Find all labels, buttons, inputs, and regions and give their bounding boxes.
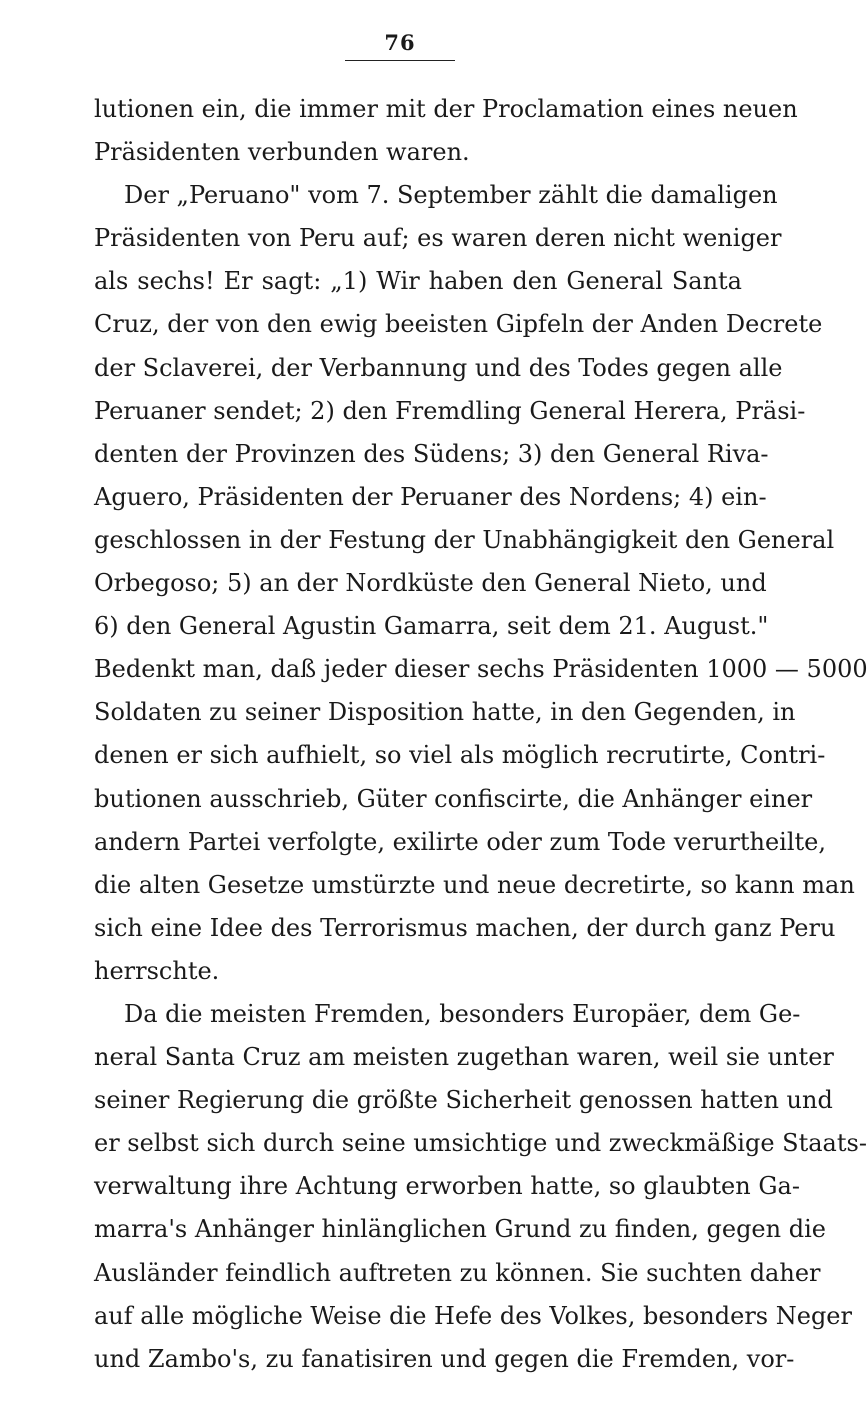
text-line: geschlossen in der Festung der Unabhängigkeit den General xyxy=(94,525,835,554)
text-line: lutionen ein, die immer mit der Proclamation eines neuen xyxy=(94,95,798,123)
text-line: marra's Anhänger hinlänglichen Grund zu finden, gegen die xyxy=(94,1215,826,1244)
text-line: und Zambo's, zu fanatisiren und gegen die Fremden, vor- xyxy=(94,1344,795,1373)
text-line: sich eine Idee des Terrorismus machen, der durch ganz Peru xyxy=(94,913,836,942)
text-line: Cruz, der von den ewig beeisten Gipfeln der Anden Decrete xyxy=(94,310,823,339)
text-line: 6) den General Agustin Gamarra, seit dem 21. August." xyxy=(94,612,769,641)
text-line: der Sclaverei, der Verbannung und des Todes gegen alle xyxy=(94,353,783,382)
text-line: seiner Regierung die größte Sicherheit genossen hatten und xyxy=(94,1086,833,1115)
text-line: Präsidenten verbunden waren. xyxy=(94,138,470,167)
text-line: Der „Peruano" vom 7. September zählt die damaligen xyxy=(124,181,778,210)
text-line: denten der Provinzen des Südens; 3) den General Riva- xyxy=(94,439,769,468)
text-line: die alten Gesetze umstürzte und neue decretirte, so kann man xyxy=(94,870,855,899)
text-line: butionen ausschrieb, Güter confiscirte, die Anhänger einer xyxy=(94,784,813,813)
text-line: herrschte. xyxy=(94,956,220,985)
text-line: Da die meisten Fremden, besonders Europäer, dem Ge- xyxy=(124,999,801,1028)
text-line: neral Santa Cruz am meisten zugethan waren, weil sie unter xyxy=(94,1043,834,1072)
text-line: Peruaner sendet; 2) den Fremdling General Herera, Präsi- xyxy=(94,396,806,425)
text-line: Bedenkt man, daß jeder dieser sechs Präsidenten 1000 — 5000 xyxy=(94,655,868,684)
text-line: Orbegoso; 5) an der Nordküste den General Nieto, und xyxy=(94,569,767,598)
page-number: 76 xyxy=(384,30,416,55)
text-line: andern Partei verfolgte, exilirte oder zum Tode verurtheilte, xyxy=(94,827,827,856)
text-line: Präsidenten von Peru auf; es waren deren nicht weniger xyxy=(94,224,782,253)
text-line: Ausländer feindlich auftreten zu können. Sie suchten daher xyxy=(94,1258,821,1287)
text-line: verwaltung ihre Achtung erworben hatte, so glaubten Ga- xyxy=(94,1172,800,1201)
header-rule xyxy=(345,60,455,61)
text-line: als sechs! Er sagt: „1) Wir haben den General Santa xyxy=(94,267,742,296)
text-line: Aguero, Präsidenten der Peruaner des Nordens; 4) ein- xyxy=(94,482,767,511)
text-line: Soldaten zu seiner Disposition hatte, in den Gegenden, in xyxy=(94,698,796,727)
body-text xyxy=(94,88,868,1381)
text-line: er selbst sich durch seine umsichtige und zweckmäßige Staats- xyxy=(94,1129,867,1158)
text-line: auf alle mögliche Weise die Hefe des Volkes, besonders Neger xyxy=(94,1301,852,1330)
text-line: denen er sich aufhielt, so viel als möglich recrutirte, Contri- xyxy=(94,741,826,770)
